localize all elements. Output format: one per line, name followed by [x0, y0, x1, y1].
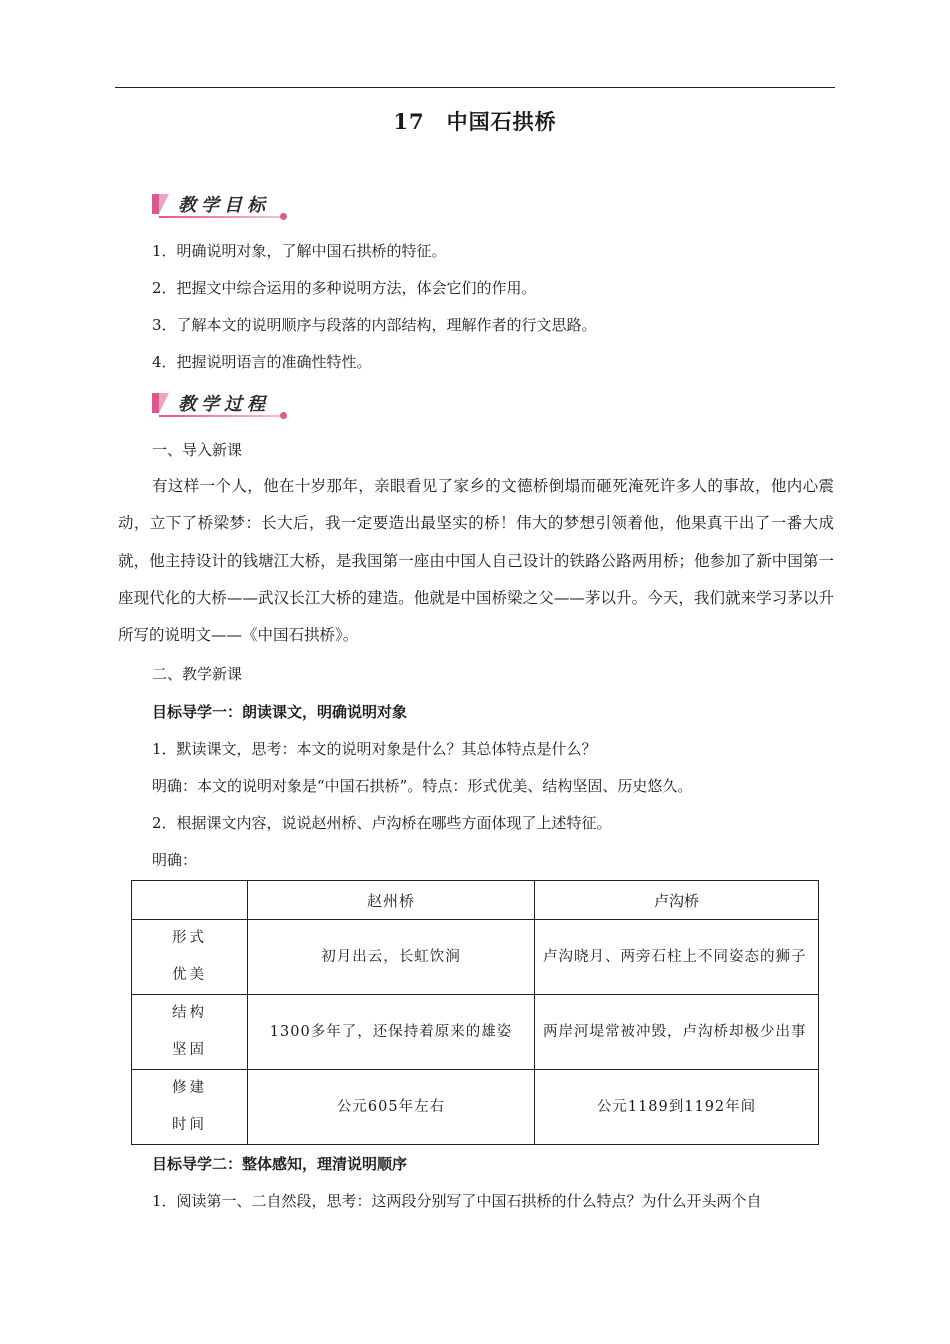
table-header-row	[132, 881, 819, 920]
aspect-line: 结构	[172, 1005, 207, 1021]
goals-heading: 教学目标	[178, 195, 270, 216]
aspect-cell	[132, 995, 248, 1070]
lugou-cell: 卢沟晓月、两旁石柱上不同姿态的狮子	[535, 920, 819, 995]
badge-dot	[280, 213, 287, 220]
zhaozhou-cell: 公元605年左右	[248, 1070, 535, 1145]
zhaozhou-cell: 初月出云，长虹饮涧	[248, 920, 535, 995]
goal-item-1: 1．明确说明对象，了解中国石拱桥的特征。	[152, 242, 447, 260]
badge-fold	[159, 393, 169, 413]
part1-heading: 一、导入新课	[152, 441, 243, 459]
lesson-title	[0, 106, 950, 136]
part2-heading: 二、教学新课	[152, 665, 243, 683]
intro-paragraph: 有这样一个人，他在十岁那年，亲眼看见了家乡的文德桥倒塌而砸死淹死许多人的事故，他内心震动，立下了桥梁梦：长大后，我一定要造出最坚实的桥！伟大的梦想引领着他，他果真干出了一番大成就，他主持设计的钱塘江大桥，是我国第一座由中国人自己设计的铁路公路两用桥；他参加了新中国第一座现代化的大桥——武汉长江大桥的建造。他就是中国桥梁之父——茅以升。今天，我们就来学习茅以升所写的说明文——《中国石拱桥》。	[118, 477, 834, 645]
table-header-cell	[132, 881, 248, 920]
goal2-title: 目标导学二：整体感知，理清说明顺序	[152, 1155, 408, 1173]
aspect-line: 修建	[172, 1080, 207, 1096]
goals-heading-badge	[152, 192, 292, 218]
lesson-number: 17	[393, 109, 425, 134]
aspect-line: 时间	[172, 1117, 207, 1133]
question-2: 2．根据课文内容，说说赵州桥、卢沟桥在哪些方面体现了上述特征。	[152, 814, 612, 832]
badge-bar	[152, 194, 159, 214]
lesson-title-text: 中国石拱桥	[446, 109, 557, 134]
zhaozhou-cell: 1300多年了，还保持着原来的雄姿	[248, 995, 535, 1070]
answer-2-label: 明确：	[152, 851, 198, 869]
goal-item-4: 4．把握说明语言的准确性特性。	[152, 353, 372, 371]
aspect-cell	[132, 1070, 248, 1145]
process-heading-badge	[152, 391, 292, 417]
header-rule	[115, 87, 835, 88]
answer-1: 明确：本文的说明对象是“中国石拱桥”。特点：形式优美、结构坚固、历史悠久。	[152, 777, 693, 795]
lugou-cell: 公元1189到1192年间	[535, 1070, 819, 1145]
badge-underline	[159, 415, 283, 417]
badge-underline	[159, 216, 283, 218]
question-3: 1．阅读第一、二自然段，思考：这两段分别写了中国石拱桥的什么特点？为什么开头两个自	[152, 1192, 762, 1210]
goal-item-3: 3．了解本文的说明顺序与段落的内部结构，理解作者的行文思路。	[152, 316, 597, 334]
aspect-line: 优美	[172, 967, 207, 983]
table-header-cell: 赵州桥	[248, 881, 535, 920]
lugou-cell: 两岸河堤常被冲毁，卢沟桥却极少出事	[535, 995, 819, 1070]
comparison-table	[131, 880, 819, 1145]
table-row	[132, 995, 819, 1070]
goal1-title: 目标导学一：朗读课文，明确说明对象	[152, 703, 408, 721]
aspect-line: 形式	[172, 930, 207, 946]
goal-item-2: 2．把握文中综合运用的多种说明方法，体会它们的作用。	[152, 279, 537, 297]
table-header-cell: 卢沟桥	[535, 881, 819, 920]
question-1: 1．默读课文，思考：本文的说明对象是什么？其总体特点是什么？	[152, 740, 597, 758]
badge-dot	[280, 412, 287, 419]
badge-bar	[152, 393, 159, 413]
aspect-cell	[132, 920, 248, 995]
badge-fold	[159, 194, 169, 214]
table-row	[132, 920, 819, 995]
aspect-line: 坚固	[172, 1042, 207, 1058]
table-row	[132, 1070, 819, 1145]
process-heading: 教学过程	[178, 394, 270, 415]
